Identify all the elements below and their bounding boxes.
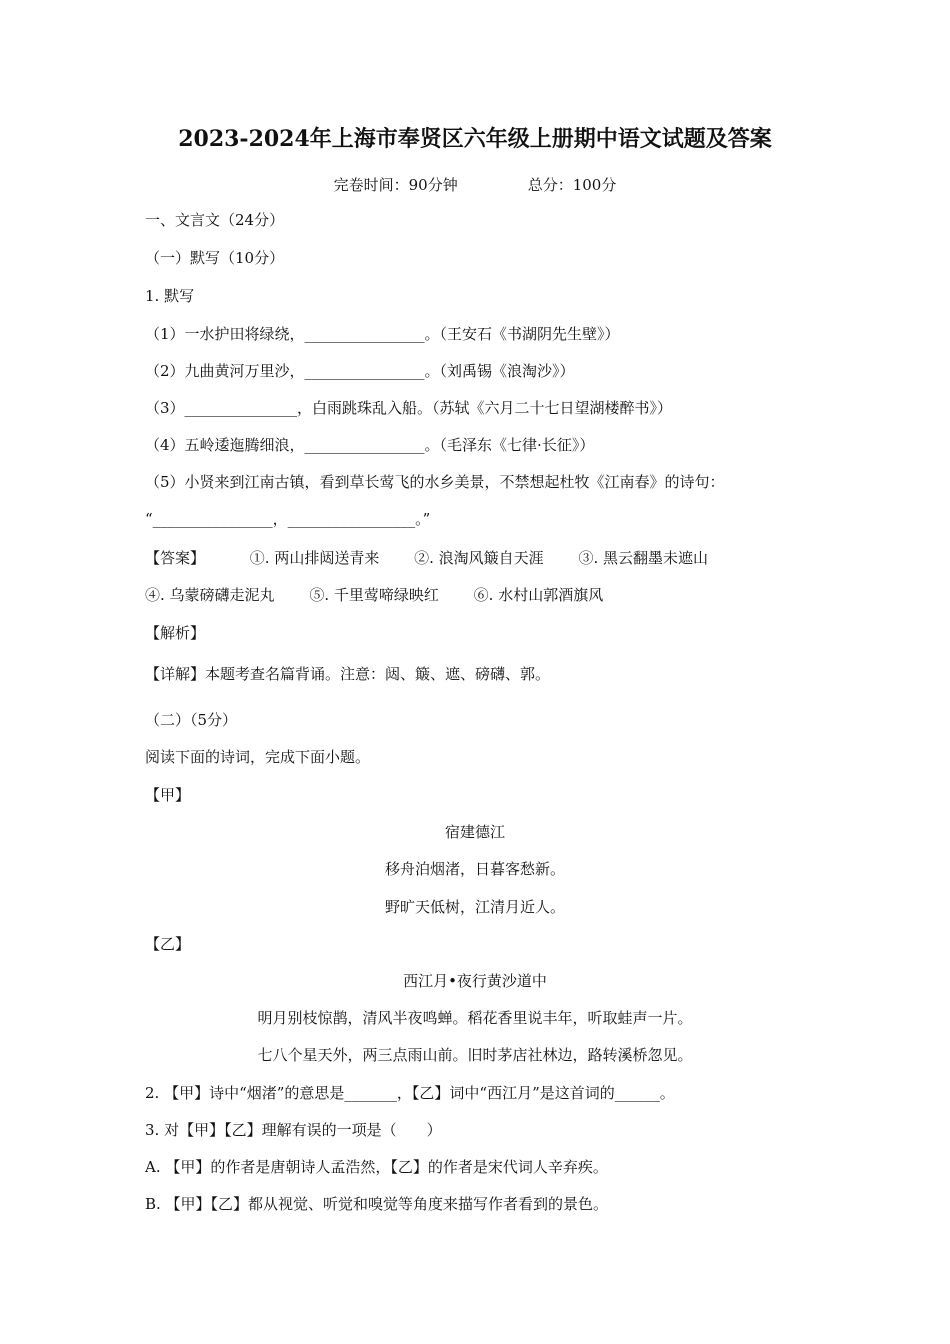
part-heading: （一）默写（10分） <box>145 249 285 267</box>
dictation-item-4: （4）五岭逶迤腾细浪，________________。（毛泽东《七律·长征》） <box>145 436 595 454</box>
question-2: 2. 【甲】诗中“烟渚”的意思是_______，【乙】词中“西江月”是这首词的______。 <box>145 1084 675 1102</box>
poem-2-line-2: 七八个星天外，两三点雨山前。旧时茅店社林边，路转溪桥忽见。 <box>257 1046 693 1064</box>
dictation-item-3: （3）_______________，白雨跳珠乱入船。（苏轼《六月二十七日望湖楼醉书》） <box>145 399 673 417</box>
page-title: 2023-2024年上海市奉贤区六年级上册期中语文试题及答案 <box>178 126 772 152</box>
answer-3: ③. 黑云翻墨未遮山 <box>578 549 708 567</box>
answer-2: ②. 浪淘风簸自天涯 <box>414 549 544 567</box>
answer-line-1 <box>145 548 738 568</box>
option-b: B. 【甲】【乙】都从视觉、听觉和嗅觉等角度来描写作者看到的景色。 <box>145 1195 609 1213</box>
reading-instruction: 阅读下面的诗词，完成下面小题。 <box>145 748 371 766</box>
dictation-item-5-blanks: “________________，_________________。” <box>145 510 431 528</box>
poem-1-line-1: 移舟泊烟渚，日暮客愁新。 <box>384 860 565 878</box>
dictation-item-1: （1）一水护田将绿绕，________________。（王安石《书湖阴先生壁》） <box>145 325 620 343</box>
poem-1-title: 宿建德江 <box>444 823 505 841</box>
section-heading: 一、文言文（24分） <box>145 211 285 229</box>
dictation-item-5: （5）小贤来到江南古镇，看到草长莺飞的水乡美景，不禁想起杜牧《江南春》的诗句： <box>145 473 725 491</box>
answer-line-2 <box>145 585 633 605</box>
answer-4: ④. 乌蒙磅礴走泥丸 <box>145 586 275 604</box>
poem-1-line-2: 野旷天低树，江清月近人。 <box>384 898 565 916</box>
yi-tag: 【乙】 <box>145 935 191 953</box>
answer-tag: 【答案】 <box>145 549 206 567</box>
jia-tag: 【甲】 <box>145 786 191 804</box>
part-heading-2: （二）（5分） <box>145 711 238 729</box>
exam-score: 总分：100分 <box>527 176 617 194</box>
answer-6: ⑥. 水村山郭酒旗风 <box>473 586 604 604</box>
option-a: A. 【甲】的作者是唐朝诗人孟浩然，【乙】的作者是宋代词人辛弃疾。 <box>145 1158 608 1176</box>
analysis-tag: 【解析】 <box>145 624 206 642</box>
answer-5: ⑤. 千里莺啼绿映红 <box>309 586 439 604</box>
poem-2-line-1: 明月别枝惊鹊，清风半夜鸣蝉。稻花香里说丰年，听取蛙声一片。 <box>257 1009 693 1027</box>
poem-2-title: 西江月•夜行黄沙道中 <box>403 972 547 990</box>
detail-text: 【详解】本题考查名篇背诵。注意：闼、簸、遮、磅礴、郭。 <box>145 665 551 683</box>
exam-time: 完卷时间：90分钟 <box>333 176 458 194</box>
exam-meta <box>0 175 950 195</box>
question-1: 1. 默写 <box>145 287 195 305</box>
dictation-item-2: （2）九曲黄河万里沙，________________。（刘禹锡《浪淘沙》） <box>145 362 575 380</box>
question-3: 3. 对【甲】【乙】理解有误的一项是（ ） <box>145 1121 442 1139</box>
answer-1: ①. 两山排闼送青来 <box>249 549 380 567</box>
